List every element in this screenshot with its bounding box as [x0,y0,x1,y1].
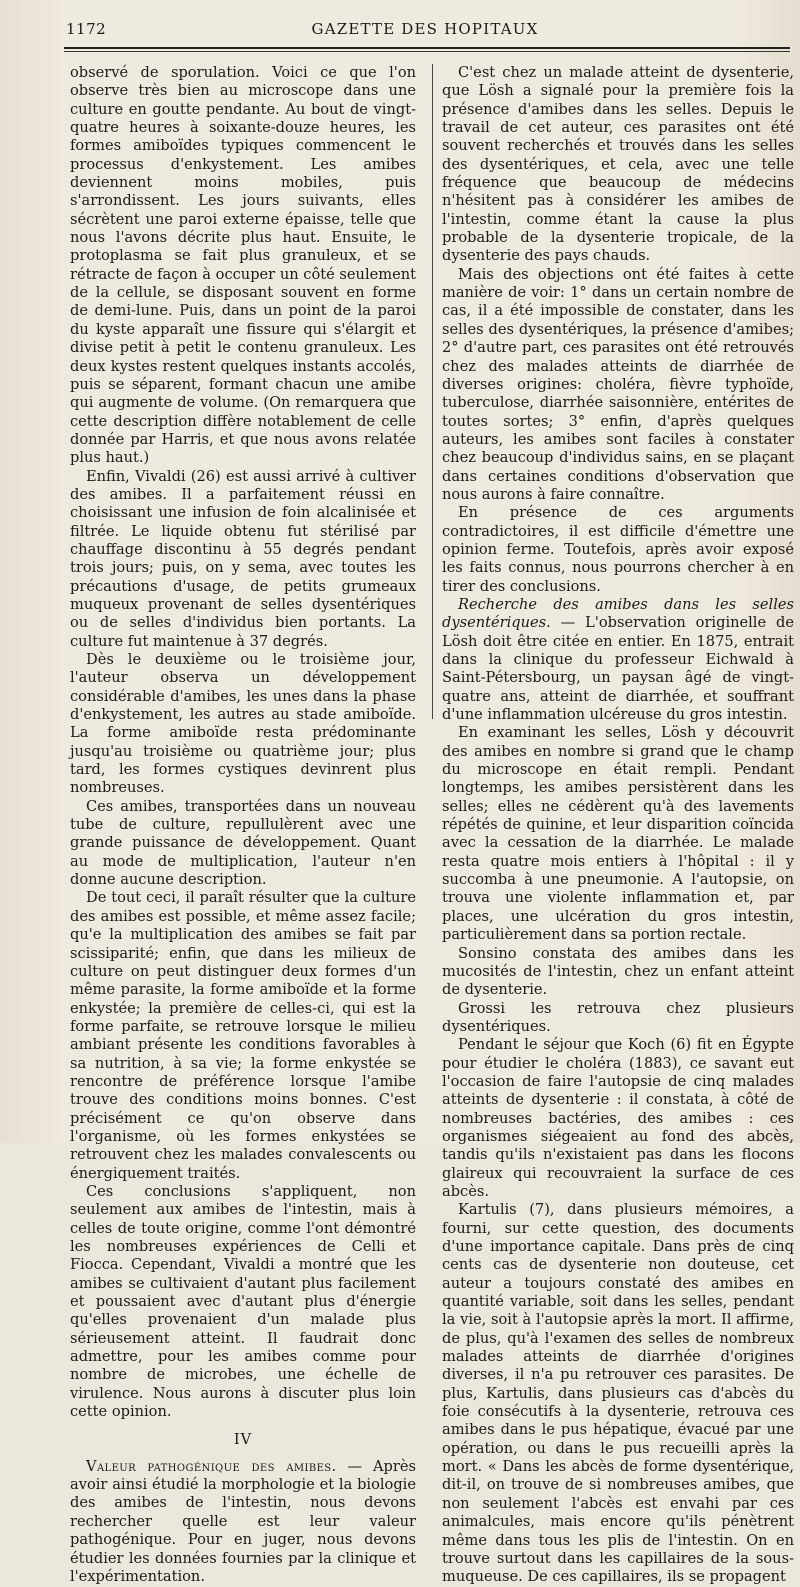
left-column [70,64,416,1586]
page-header [60,16,790,42]
text-columns [68,64,796,1586]
paragraph: De tout ceci, il paraît résulter que la culture des amibes est possible, et même assez facile; qu'e la multiplication des amibes se fait par scissiparité; enfin, que dans les milieux de culture on peut distinguer deux formes d'un même parasite, la forme amiboïde et la forme enkystée; la première de celles-ci, qui est la forme parfaite, se retrouve lorsque le milieu ambiant présente les conditions favorables à sa nutrition, à sa vie; la forme enkystée se rencontre de préférence lorsque l'amibe trouve des conditions moins bonnes. C'est précisément ce qu'on observe dans l'organisme, où les formes enkystées se retrouvent chez les malades convalescents ou énergiquement traités. [70,889,416,1182]
header-rule [64,47,790,52]
paragraph: Mais des objections ont été faites à cette manière de voir: 1° dans un certain nombre de cas, il a été impossible de constater, dans les selles des dysentériques, la présence d'amibes; 2° d'autre part, ces parasites ont été retrouvés chez des malades atteints de diarrhée de diverses origines: choléra, fièvre typhoïde, tuberculose, diarrhée saisonnière, entérites de toutes sortes; 3° enfin, d'après quelques auteurs, les amibes sont faciles à constater chez beaucoup d'individus sains, en se plaçant dans certaines conditions d'observation que nous aurons à faire connaître. [442,265,794,503]
paragraph: C'est chez un malade atteint de dysenterie, que Lösh a signalé pour la première fois la présence d'amibes dans les selles. Depuis le travail de cet auteur, ces parasites ont été souvent recherchés et trouvés dans les selles des dysentériques, et cela, avec une telle fréquence que beaucoup de médecins n'hésitent pas à considérer les amibes de l'intestin, comme étant la cause la plus probable de la dysenterie tropicale, de la dysenterie des pays chauds. [442,64,794,265]
paragraph: Pendant le séjour que Koch (6) fit en Égypte pour étudier le choléra (1883), ce savant eut l'occasion de faire l'autopsie de cinq malades atteints de dysenterie : il constata, à côté de nombreuses bactéries, des amibes : ces organismes siégeaient au fond des abcès, tandis qu'ils n'existaient pas dans les flocons glaireux qui recouvraient la surface de ces abcès. [442,1036,794,1200]
paragraph: Sonsino constata des amibes dans les mucosités de l'intestin, chez un enfant atteint de dysenterie. [442,944,794,999]
research-paragraph [442,596,794,724]
column-divider [432,64,433,719]
research-heading: Recherche des amibes dans les selles dysentériques. [442,595,794,632]
paragraph: Ces conclusions s'appliquent, non seulement aux amibes de l'intestin, mais à celles de toute origine, comme l'ont démontré les nombreuses expériences de Celli et Fiocca. Cependant, Vivaldi a montré que les amibes se cultivaient d'autant plus facilement et poussaient avec d'autant plus d'énergie qu'elles provenaient d'un malade plus sérieusement atteint. Il faudrait donc admettre, pour les amibes comme pour nombre de microbes, une échelle de virulence. Nous aurons à discuter plus loin cette opinion. [70,1182,416,1421]
page-number: 1172 [66,20,107,38]
paragraph: Ces amibes, transportées dans un nouveau tube de culture, repullulèrent avec une grande puissance de développement. Quant au mode de multiplication, l'auteur n'en donne aucune description. [70,797,416,889]
section-heading: Valeur pathogénique des amibes. [86,1457,337,1475]
paragraph: Kartulis (7), dans plusieurs mémoires, a fourni, sur cette question, des documents d'une importance capitale. Dans près de cinq cents cas de dysenterie non douteuse, cet auteur a toujours constaté des amibes en quantité variable, soit dans les selles, pendant la vie, soit à l'autopsie après la mort. Il affirme, de plus, qu'à l'examen des selles de nombreux malades atteints de diarrhée d'origines diverses, il n'a pu retrouver ces parasites. De plus, Kartulis, dans plusieurs cas d'abcès du foie consécutifs à la dysenterie, retrouva ces amibes dans le pus hépatique, évacué par une opération, ou dans le pus recueilli après la mort. « Dans les abcès de forme dysentérique, dit-il, on trouve de si nombreuses amibes, que non seulement l'abcès est envahi par ces animalcules, mais encore qu'ils pénètrent même dans tous les plis de l'intestin. On en trouve surtout dans les capillaires de la sous-muqueuse. De ces capillaires, ils se propagent [442,1201,794,1586]
section-number: IV [233,1431,253,1449]
paragraph: Grossi les retrouva chez plusieurs dysentériques. [442,999,794,1035]
paragraph: observé de sporulation. Voici ce que l'on observe très bien au microscope dans une culture en goutte pendante. Au bout de vingt-quatre heures à soixante-douze heures, les formes amiboïdes typiques commencent le processus d'enkystement. Les amibes deviennent moins mobiles, puis s'arrondissent. Les jours suivants, elles sécrètent une paroi externe épaisse, telle que nous l'avons décrite plus haut. Ensuite, le protoplasma se fait plus granuleux, et se rétracte de façon à occuper un côté seulement de la cellule, se disposant souvent en forme de demi-lune. Puis, dans un point de la paroi du kyste apparaît une fissure qui s'élargit et divise petit à petit le contenu granuleux. Les deux kystes restent quelques instants accolés, puis se séparent, formant chacun une amibe qui augmente de volume. (On remarquera que cette description diffère notablement de celle donnée par Harris, et que nous avons relatée plus haut.) [70,64,416,467]
paragraph: Enfin, Vivaldi (26) est aussi arrivé à cultiver des amibes. Il a parfaitement réussi en choisissant une infusion de foin alcalinisée et filtrée. Le liquide obtenu fut stérilisé par chauffage discontinu à 55 degrés pendant trois jours; puis, on y sema, avec toutes les précautions d'usage, de petits grumeaux muqueux provenant de selles dysentériques ou de selles d'individus bien portants. La culture fut maintenue à 37 degrés. [70,467,416,650]
paragraph: Dès le deuxième ou le troisième jour, l'auteur observa un développement considérable d'amibes, les unes dans la phase d'enkystement, les autres au stade amiboïde. La forme amiboïde resta prédominante jusqu'au troisième ou quatrième jour; plus tard, les formes cystiques devinrent plus nombreuses. [70,651,416,797]
journal-title: GAZETTE DES HOPITAUX [311,20,539,38]
paragraph: En présence de ces arguments contradictoires, il est difficile d'émettre une opinion ferme. Toutefois, après avoir exposé les faits connus, nous pourrons chercher à en tirer des conclusions. [442,504,794,595]
research-text: — L'observation originelle de Lösh doit être citée en entier. En 1875, entrait dans la clinique du professeur Eichwald à Saint-Pétersbourg, un paysan âgé de vingt-quatre ans, atteint de diarrhée, et souffrant d'une inflammation ulcéreuse du gros intestin. [442,614,794,724]
paragraph: En examinant les selles, Lösh y découvrit des amibes en nombre si grand que le champ du microscope en était rempli. Pendant longtemps, les amibes persistèrent dans les selles; elles ne cédèrent qu'à des lavements répétés de quinine, et leur disparition coïncida avec la cessation de la diarrhée. Le malade resta quatre mois entiers à l'hôpital : il y succomba à une pneumonie. A l'autopsie, on trouva une violente inflammation et, par places, une ulcération du gros intestin, particulièrement dans sa portion rectale. [442,724,794,944]
section-text: — Après avoir ainsi étudié la morphologie et la biologie des amibes de l'intestin, nous devons rechercher quelle est leur valeur pathogénique. Pour en juger, nous devons étudier les données fournies par la clinique et l'expérimentation. [70,1457,416,1585]
right-column [442,64,794,1587]
section-paragraph [70,1458,416,1586]
